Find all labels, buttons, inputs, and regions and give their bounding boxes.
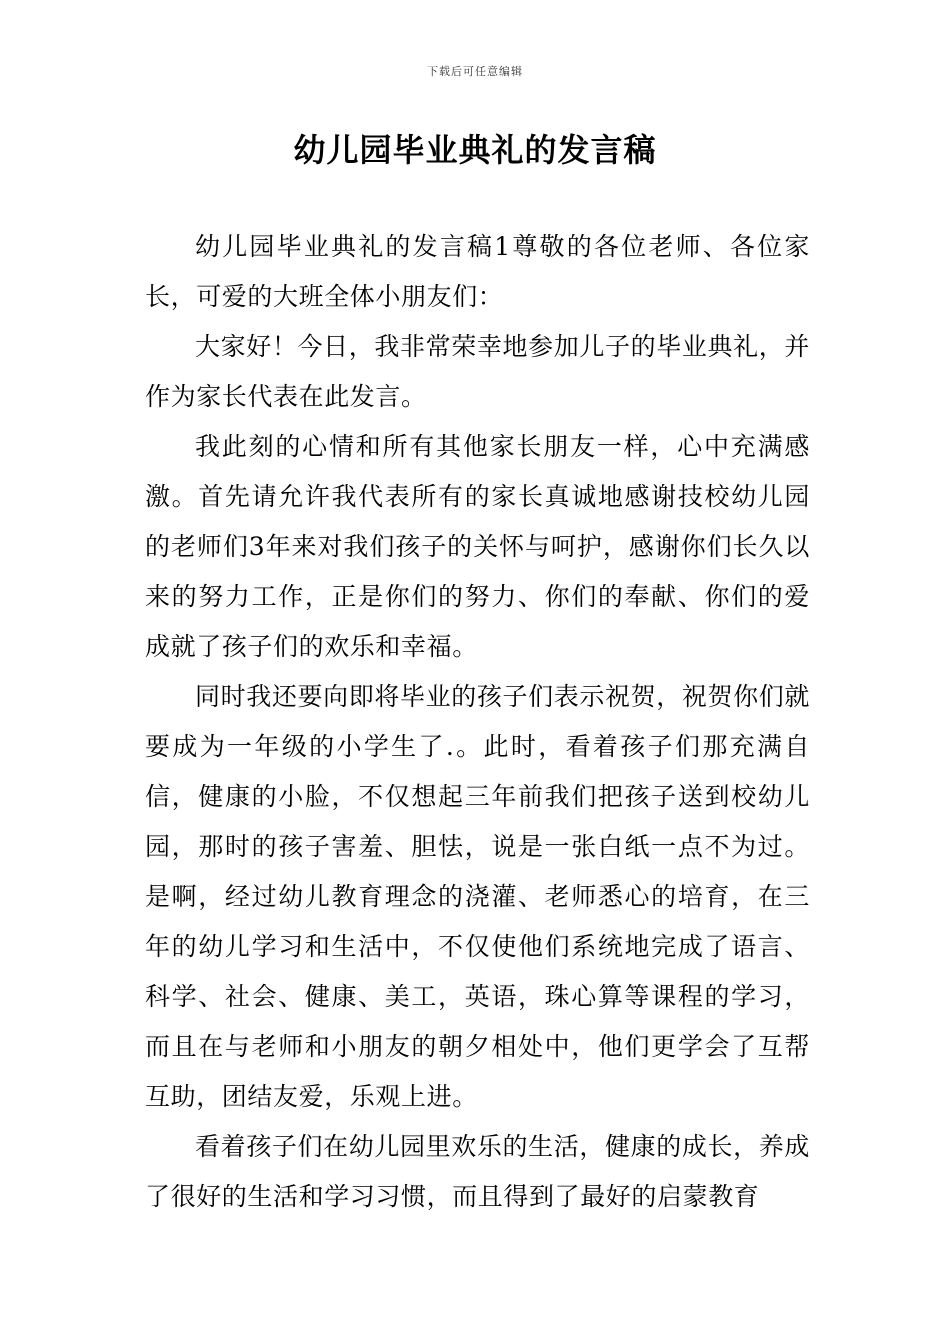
- header-note: 下载后可任意编辑: [427, 65, 523, 78]
- paragraph: 看着孩子们在幼儿园里欢乐的生活，健康的成长，养成了很好的生活和学习习惯，而且得到了最好的启蒙教育: [145, 1132, 810, 1211]
- document-body: [145, 222, 810, 1222]
- document-title: 幼儿园毕业典礼的发言稿: [293, 131, 657, 169]
- paragraph: 大家好！今日，我非常荣幸地参加儿子的毕业典礼，并作为家长代表在此发言。: [145, 332, 810, 411]
- paragraph: 同时我还要向即将毕业的孩子们表示祝贺，祝贺你们就要成为一年级的小学生了.。此时，看着孩子们那充满自信，健康的小脸，不仅想起三年前我们把孩子送到校幼儿园，那时的孩子害羞、胆怯，说是一张白纸一点不为过。是啊，经过幼儿教育理念的浇灌、老师悉心的培育，在三年的幼儿学习和生活中，不仅使他们系统地完成了语言、科学、社会、健康、美工，英语，珠心算等课程的学习，而且在与老师和小朋友的朝夕相处中，他们更学会了互帮互助，团结友爱，乐观上进。: [145, 682, 810, 1111]
- paragraph: 幼儿园毕业典礼的发言稿1尊敬的各位老师、各位家长，可爱的大班全体小朋友们：: [145, 232, 810, 311]
- paragraph: 我此刻的心情和所有其他家长朋友一样，心中充满感激。首先请允许我代表所有的家长真诚地感谢技校幼儿园的老师们3年来对我们孩子的关怀与呵护，感谢你们长久以来的努力工作，正是你们的努力、你们的奉献、你们的爱成就了孩子们的欢乐和幸福。: [145, 432, 810, 661]
